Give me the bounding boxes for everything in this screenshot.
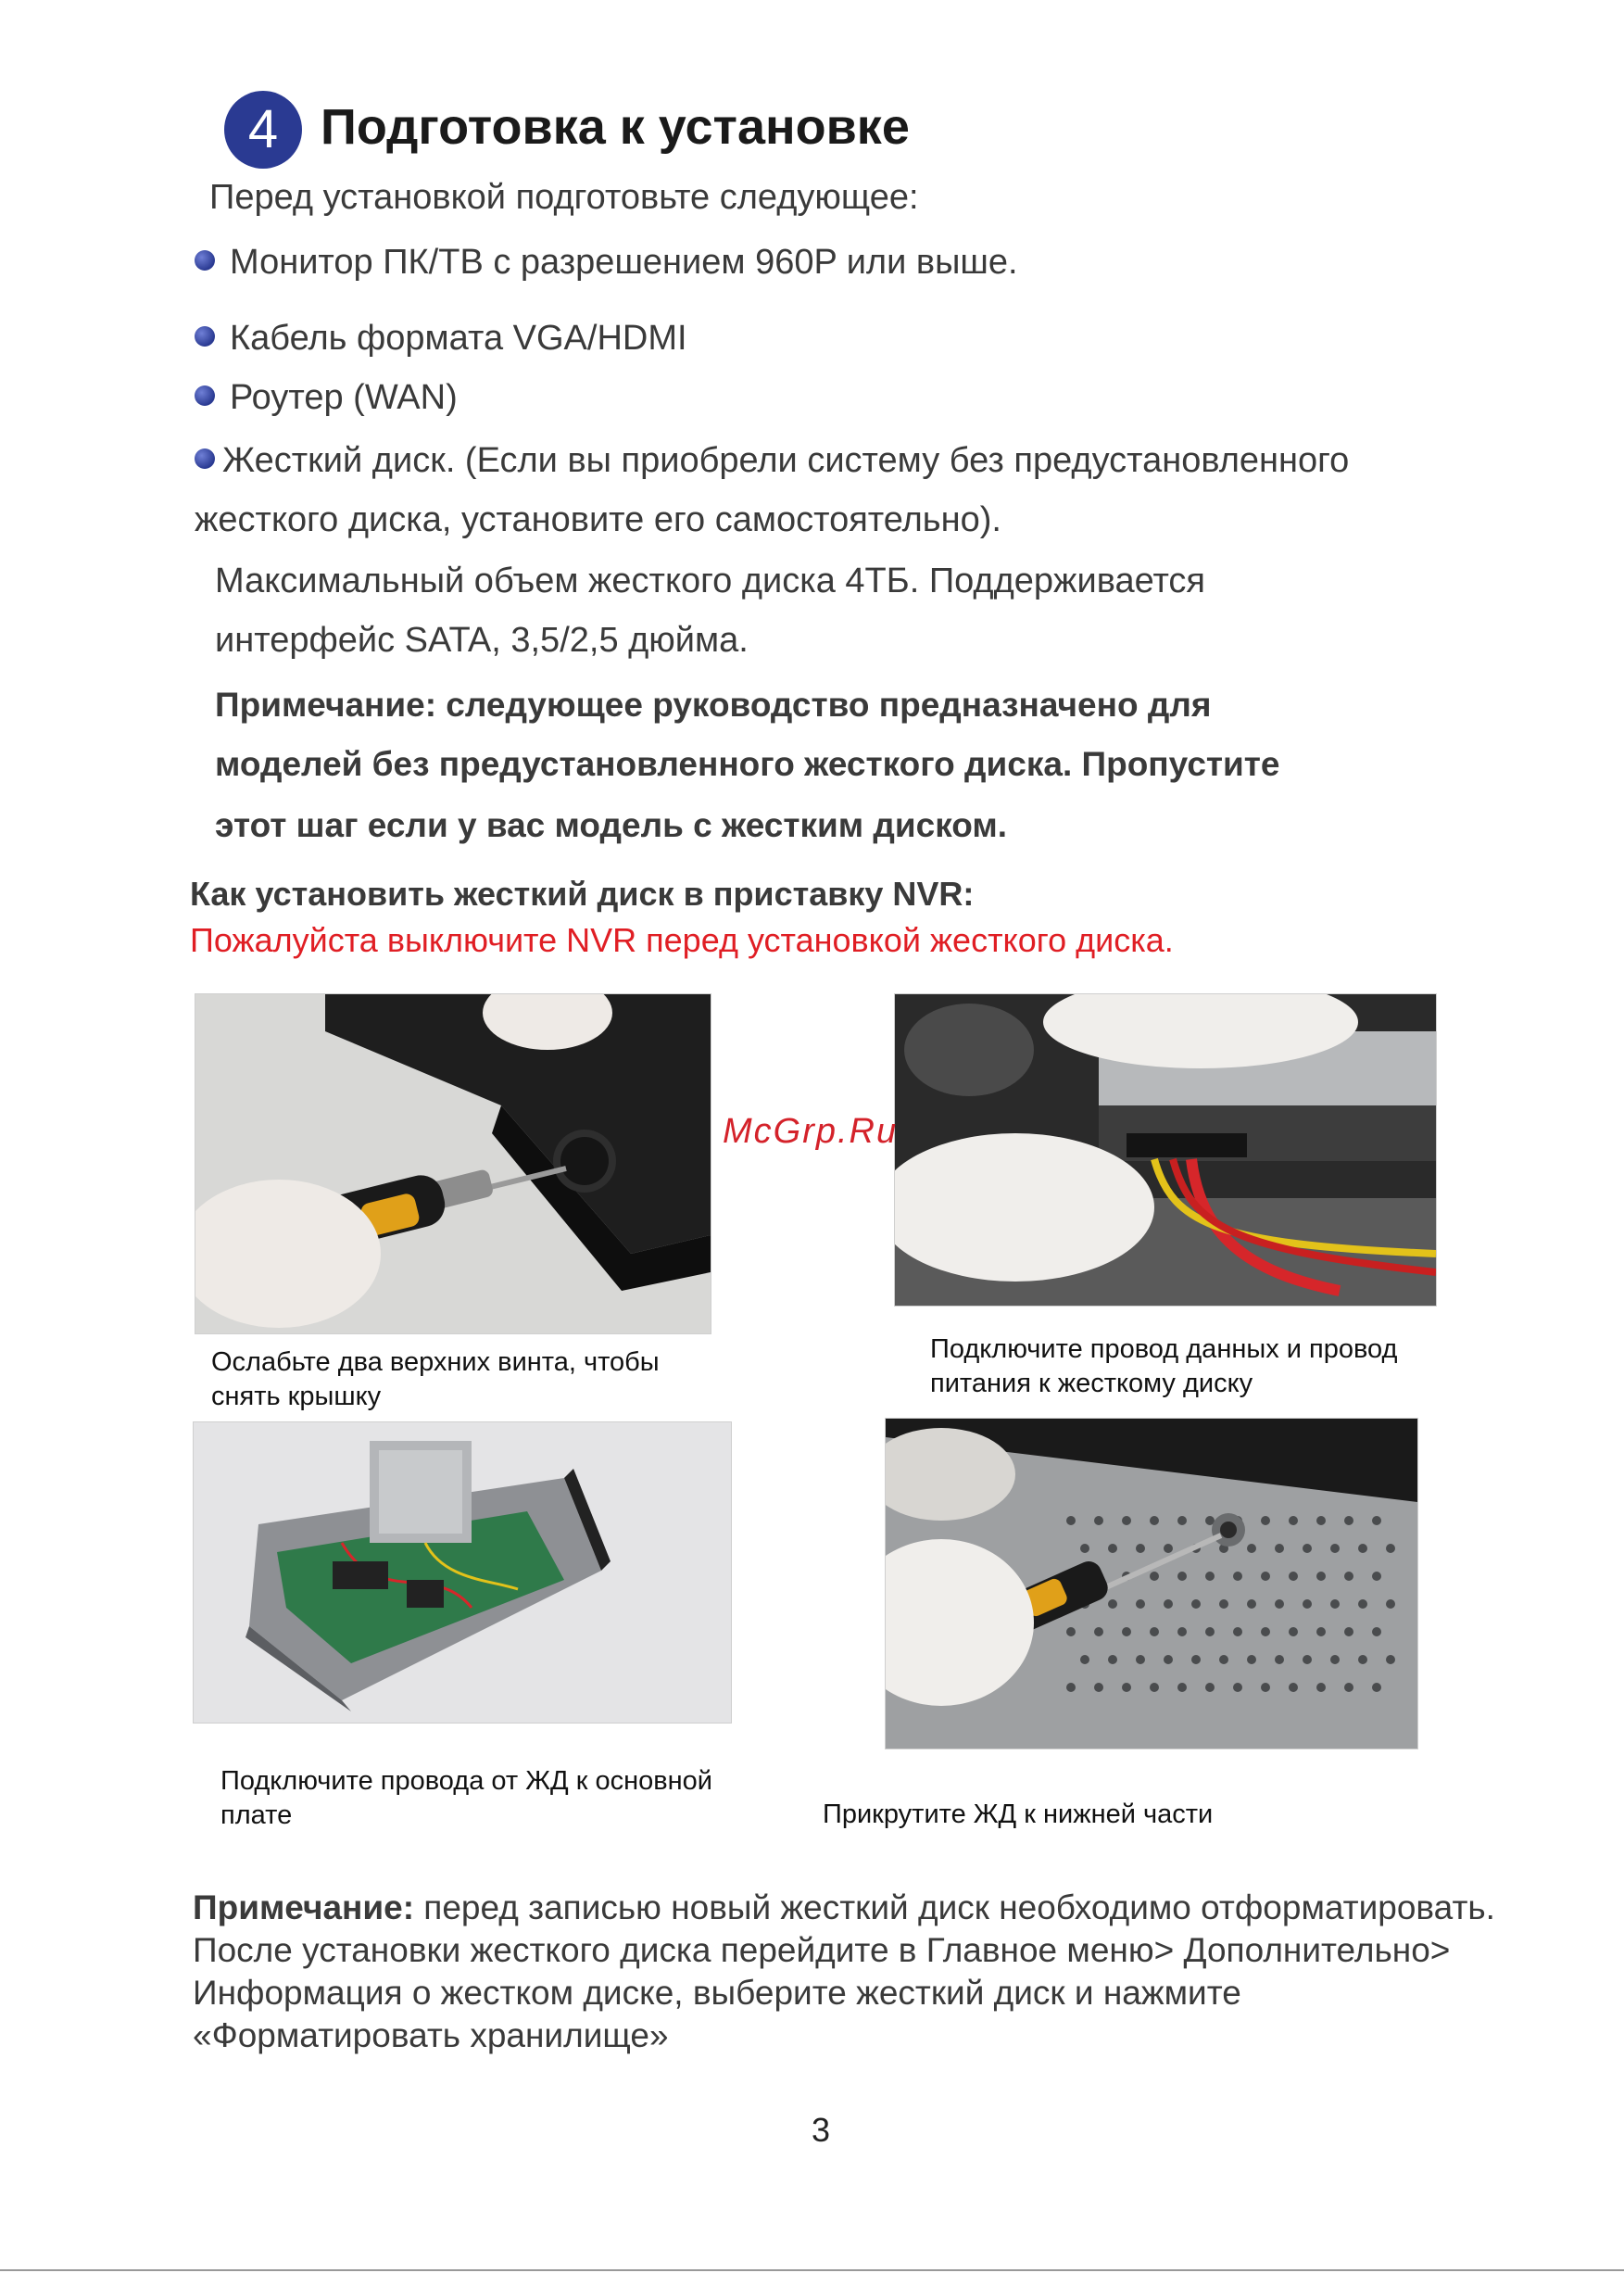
page-title: Подготовка к установке <box>321 99 910 155</box>
photo-screw-hdd <box>885 1418 1418 1749</box>
intro-text: Перед установкой подготовьте следующее: <box>209 178 919 217</box>
caption-step-2: Подключите провод данных и провод питания к жесткому диску <box>930 1334 1398 1398</box>
format-note-label: Примечание: <box>193 1888 415 1926</box>
page-number: 3 <box>812 2111 831 2149</box>
note-line-3: этот шаг если у вас модель с жестким диском. <box>215 806 1008 844</box>
caption-step-1: Ослабьте два верхних винта, чтобы снять крышку <box>211 1347 660 1411</box>
bullet-dot-icon <box>195 448 215 469</box>
caption-step-3: Подключите провода от ЖД к основной плате <box>220 1766 712 1830</box>
note-line-2: моделей без предустановленного жесткого диска. Пропустите <box>215 745 1280 783</box>
bullet-cable: Кабель формата VGA/HDMI <box>195 319 687 359</box>
photo-connect-to-board <box>193 1421 732 1724</box>
hdd-info-line-1: Максимальный объем жесткого диска 4ТБ. Поддерживается <box>215 562 1206 600</box>
power-off-warning: Пожалуйста выключите NVR перед установкой жесткого диска. <box>190 921 1174 959</box>
bullet-dot-icon <box>195 250 215 271</box>
bullet-router: Роутер (WAN) <box>195 378 458 418</box>
watermark: McGrp.Ru <box>723 1112 899 1151</box>
photo-loosen-screws <box>195 993 711 1334</box>
bottom-rule <box>0 2269 1624 2271</box>
caption-step-4: Прикрутите ЖД к нижней части <box>823 1799 1214 1829</box>
format-note <box>193 1887 1508 2057</box>
hdd-info-line-2: интерфейс SATA, 3,5/2,5 дюйма. <box>215 621 749 660</box>
bullet-monitor: Монитор ПК/ТВ с разрешением 960P или выше. <box>195 243 1018 283</box>
howto-heading: Как установить жесткий диск в приставку NVR: <box>190 875 975 913</box>
bullet-dot-icon <box>195 385 215 406</box>
bullet-dot-icon <box>195 326 215 347</box>
bullet-hdd-continued: жесткого диска, установите его самостоятельно). <box>195 500 1001 539</box>
step-number-badge: 4 <box>224 91 302 169</box>
bullet-hdd: Жесткий диск. (Если вы приобрели систему без предустановленного <box>195 441 1349 481</box>
format-note-text: перед записью новый жесткий диск необходимо отформатировать. После установки жесткого диска перейдите в Главное меню> Дополнительно> Информация о жестком диске, выберите жесткий диск и нажмите «Форматировать хранилище» <box>193 1888 1495 2054</box>
photo-connect-cables <box>894 993 1437 1307</box>
note-line-1: Примечание: следующее руководство предназначено для <box>215 686 1212 724</box>
